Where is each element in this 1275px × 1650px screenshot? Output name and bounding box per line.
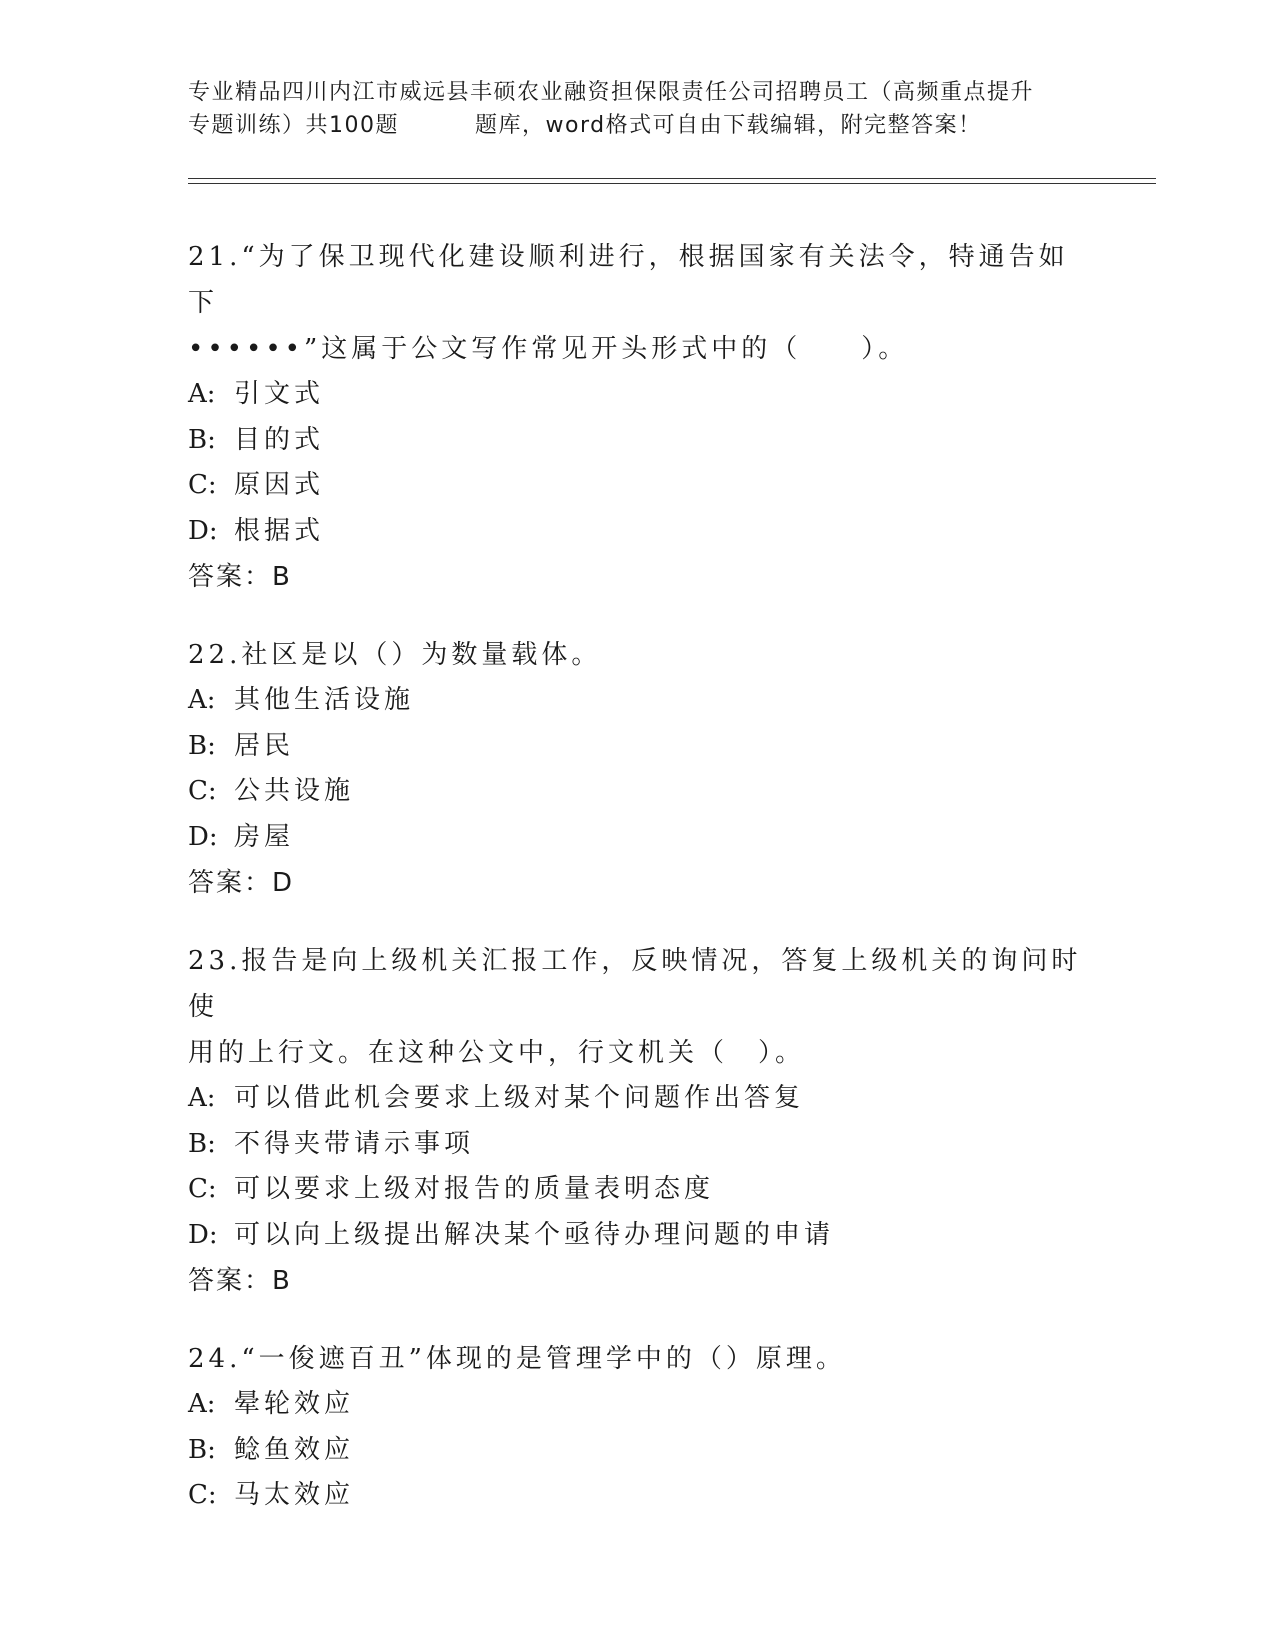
answer-line: 答案：D [188,868,295,898]
option-text: 公共设施 [234,776,355,806]
question-stem: 24.“一俊遮百丑”体现的是管理学中的（）原理。 [188,1344,846,1374]
option-a [188,1382,1088,1428]
option-key: B: [188,1434,216,1465]
option-text: 其他生活设施 [234,685,415,715]
option-a [188,372,1088,418]
question-stem-continued: ••••••”这属于公文写作常见开头形式中的（ ）。 [188,334,909,364]
option-key: B: [188,424,216,455]
page-header [188,76,1088,142]
answer-line: 答案：B [188,562,292,592]
option-text: 可以要求上级对报告的质量表明态度 [234,1174,715,1204]
option-key: A: [188,1083,216,1113]
option-c [188,1473,1088,1519]
header-title-line1: 专业精品四川内江市威远县丰硕农业融资担保限责任公司招聘员工（高频重点提升 [188,80,1035,105]
option-key: C: [188,1480,217,1510]
answer-line: 答案：B [188,1266,292,1296]
option-b [188,724,1088,770]
option-b [188,418,1088,464]
option-key: D: [188,1219,218,1250]
question-23 [188,938,1088,1304]
option-text: 鲶鱼效应 [234,1434,355,1465]
option-key: A: [188,1389,216,1419]
option-text: 原因式 [234,470,325,500]
option-text: 目的式 [234,424,325,455]
option-key: D: [188,515,218,546]
header-title-left: 专题训练）共100题 [188,113,399,138]
question-21 [188,234,1088,600]
question-stem: 22.社区是以（）为数量载体。 [188,640,602,670]
option-text: 房屋 [234,821,295,852]
option-key: C: [188,1174,217,1204]
option-b [188,1122,1088,1168]
question-list [188,234,1088,1551]
option-key: C: [188,470,217,500]
option-key: D: [188,821,218,852]
option-d [188,815,1088,861]
option-key: A: [188,379,216,409]
question-stem-continued: 用的上行文。在这种公文中，行文机关（ ）。 [188,1038,806,1068]
option-d [188,509,1088,555]
option-text: 马太效应 [234,1480,355,1510]
option-key: A: [188,685,216,715]
option-a [188,1076,1088,1122]
question-stem: 23.报告是向上级机关汇报工作，反映情况，答复上级机关的询问时使 [188,946,1082,1022]
header-title-line2 [188,109,1088,142]
question-stem: 21.“为了保卫现代化建设顺利进行，根据国家有关法令，特通告如下 [188,242,1069,318]
option-c [188,769,1088,815]
option-text: 可以向上级提出解决某个亟待办理问题的申请 [234,1219,835,1250]
header-divider [188,178,1156,184]
option-key: C: [188,776,217,806]
option-b [188,1428,1088,1474]
option-text: 居民 [234,730,295,761]
option-text: 根据式 [234,515,325,546]
option-a [188,678,1088,724]
question-24 [188,1336,1088,1519]
option-key: B: [188,1128,216,1159]
option-text: 不得夹带请示事项 [234,1128,475,1159]
header-title-right: 题库，word格式可自由下载编辑，附完整答案！ [475,113,982,138]
option-d [188,1213,1088,1259]
option-key: B: [188,730,216,761]
option-text: 晕轮效应 [234,1389,355,1419]
question-22 [188,632,1088,906]
option-text: 可以借此机会要求上级对某个问题作出答复 [234,1083,805,1113]
option-c [188,1167,1088,1213]
option-text: 引文式 [234,379,325,409]
option-c [188,463,1088,509]
